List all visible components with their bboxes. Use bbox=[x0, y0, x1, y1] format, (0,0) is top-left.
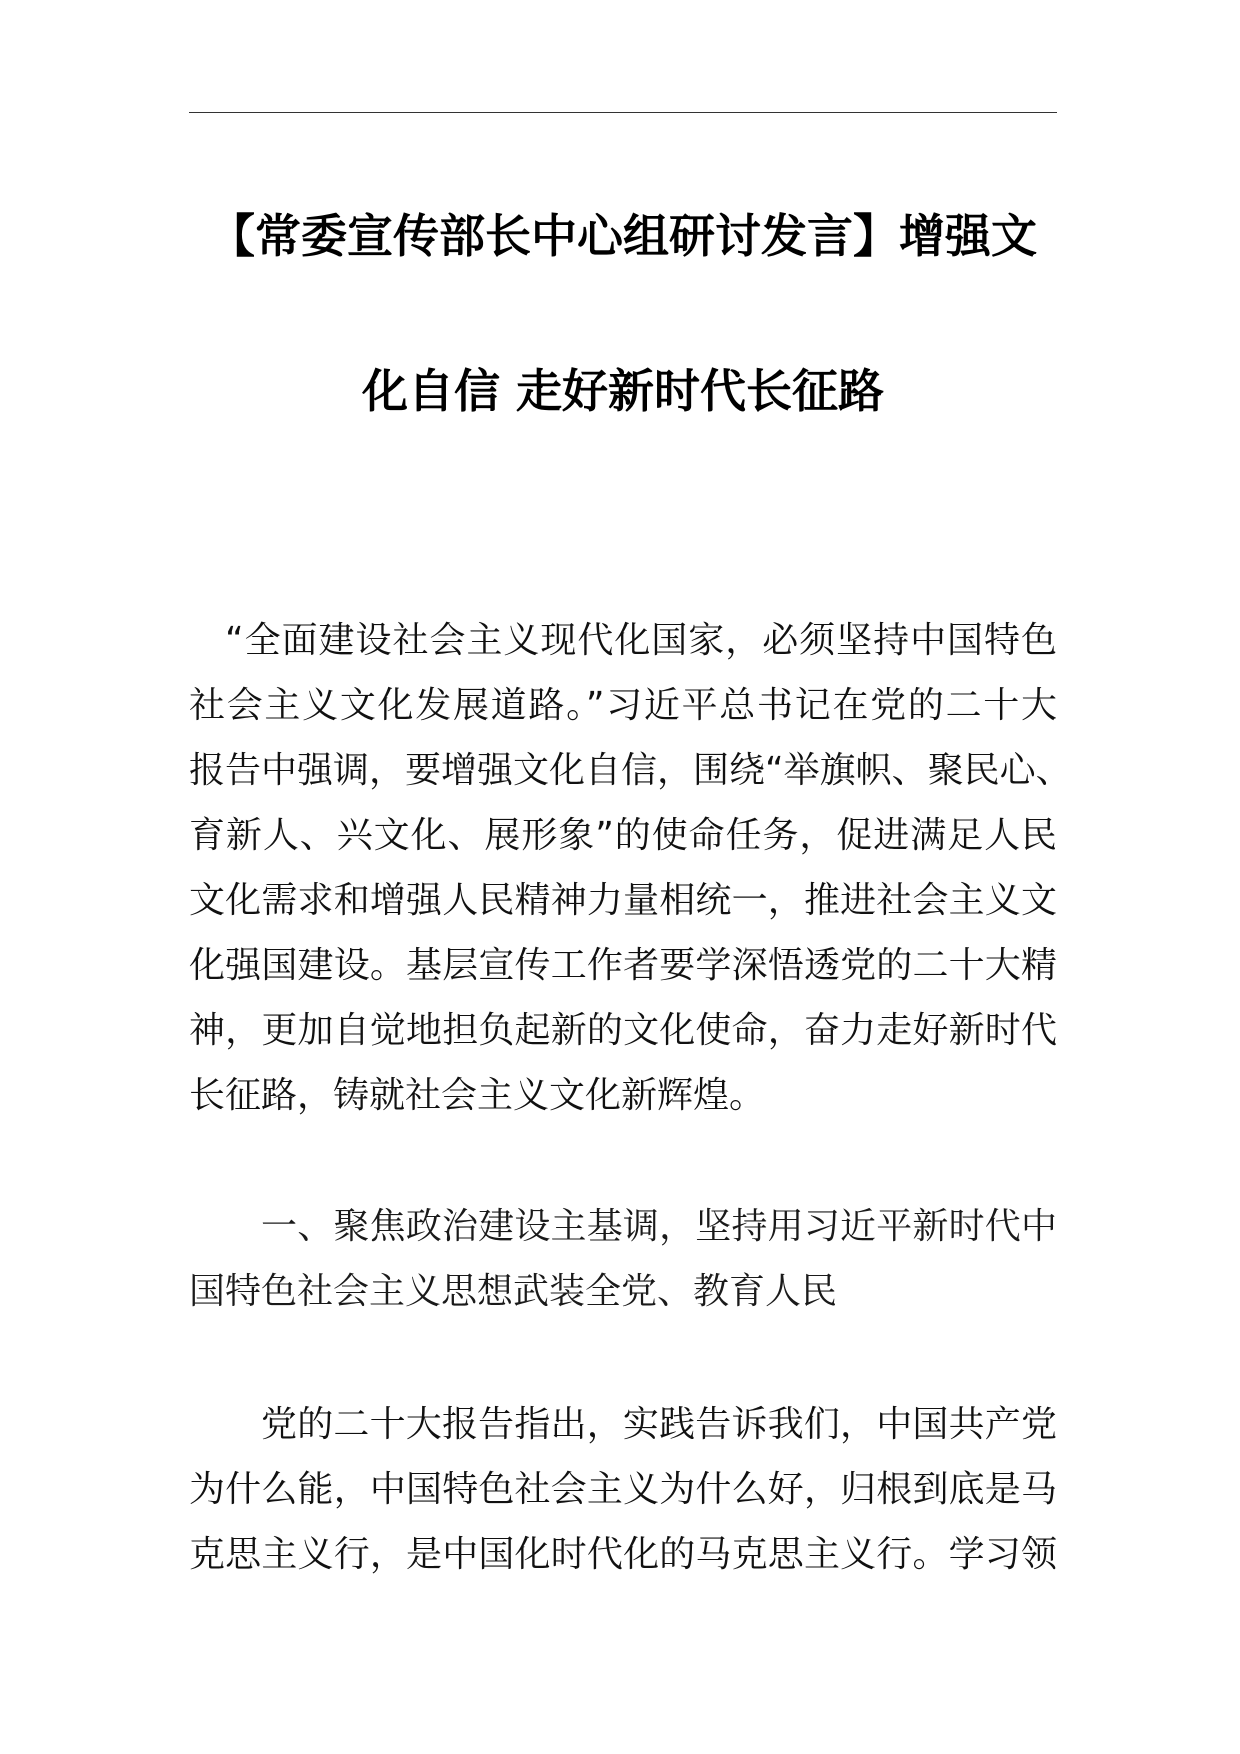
intro-line: 育新人、兴文化、展形象”的使命任务，促进满足人民 bbox=[189, 815, 1057, 856]
intro-line: 化强国建设。基层宣传工作者要学深悟透党的二十大精 bbox=[189, 945, 1057, 986]
header-rule bbox=[189, 112, 1057, 113]
intro-paragraph bbox=[189, 608, 1072, 1128]
body-line: 党的二十大报告指出，实践告诉我们，中国共产党 bbox=[261, 1404, 1057, 1445]
document-title-line-1: 【常委宣传部长中心组研讨发言】增强文 bbox=[209, 209, 1037, 263]
document-title-line-2: 化自信 走好新时代长征路 bbox=[361, 364, 884, 418]
intro-line: 文化需求和增强人民精神力量相统一，推进社会主义文 bbox=[189, 880, 1057, 921]
section-1-paragraph bbox=[189, 1392, 1057, 1587]
section-heading-line: 国特色社会主义思想武装全党、教育人民 bbox=[189, 1271, 838, 1312]
intro-line: 长征路，铸就社会主义文化新辉煌。 bbox=[189, 1075, 766, 1116]
body-line: 为什么能，中国特色社会主义为什么好，归根到底是马 bbox=[189, 1469, 1057, 1510]
section-heading-line: 一、聚焦政治建设主基调，坚持用习近平新时代中 bbox=[261, 1206, 1057, 1247]
section-1-heading bbox=[189, 1194, 1057, 1324]
body-line: 克思主义行，是中国化时代化的马克思主义行。学习领 bbox=[189, 1534, 1057, 1575]
intro-line: “全面建设社会主义现代化国家，必须坚持中国特色 bbox=[225, 620, 1057, 661]
intro-line: 社会主义文化发展道路。”习近平总书记在党的二十大 bbox=[189, 685, 1057, 726]
intro-line: 报告中强调，要增强文化自信，围绕“举旗帜、聚民心、 bbox=[189, 750, 1072, 791]
intro-line: 神，更加自觉地担负起新的文化使命，奋力走好新时代 bbox=[189, 1010, 1057, 1051]
